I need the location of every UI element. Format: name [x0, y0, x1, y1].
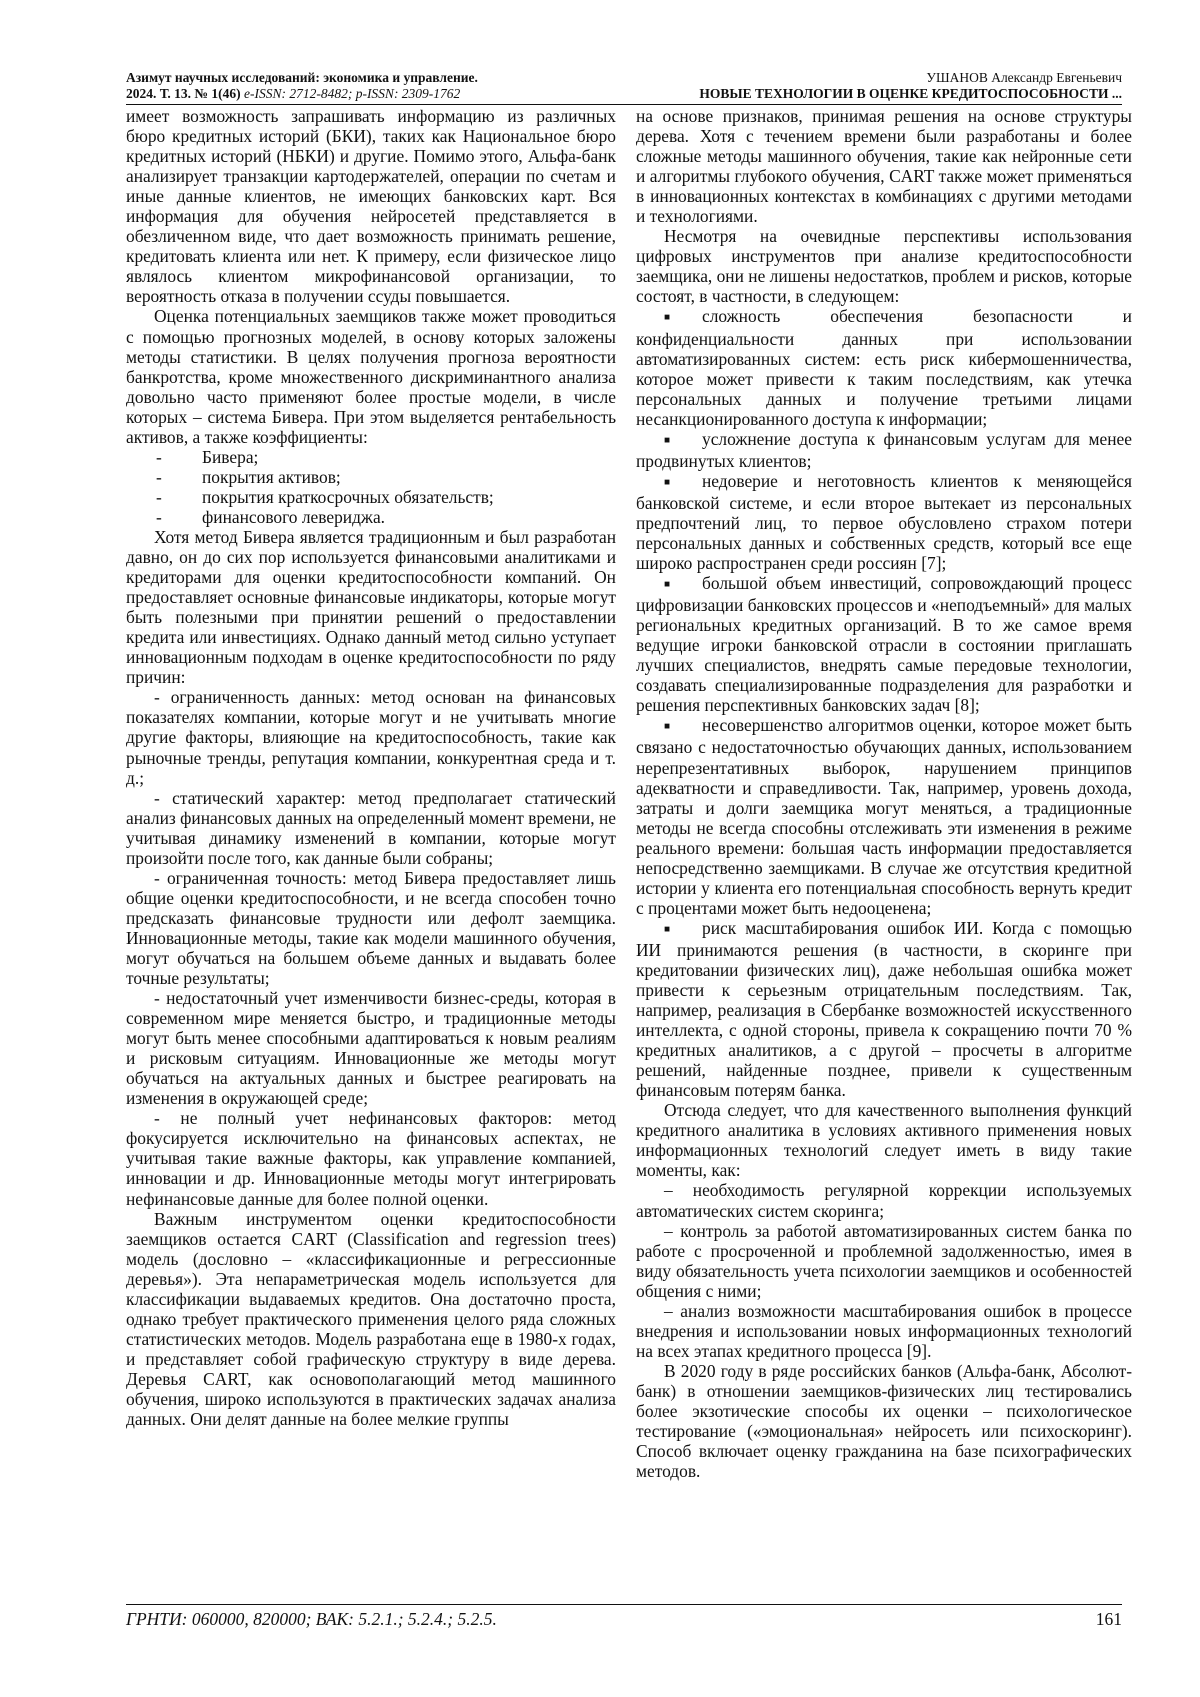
right-column — [636, 106, 1132, 1604]
list-item: - покрытия краткосрочных обязательств; — [156, 486, 494, 507]
journal-info — [126, 70, 478, 102]
classification-codes: ГРНТИ: 060000, 820000; ВАК: 5.2.1.; 5.2.4.; 5.2.5. — [126, 1609, 497, 1629]
list-item: - покрытия активов; — [156, 466, 341, 487]
journal-title: Азимут научных исследований: экономика и управление. — [126, 70, 478, 85]
list-item: - финансового левериджа. — [156, 506, 386, 527]
header-divider — [126, 104, 1122, 105]
square-bullet-icon: ■ — [664, 476, 671, 488]
square-bullet-icon: ■ — [664, 923, 671, 935]
paragraph: имеет возможность запрашивать информацию из различных бюро кредитных историй (БКИ), таких как Национальное бюро кредитных историй (НБКИ) и другие. Помимо этого, Альфа-банк анализирует транзакции картодержателей, операции по счетам и иные данные клиентов, не имеющих банковских карт. Вся информация для обучения нейросетей представляется в обезличенном виде, что дает возможность принимать решение, кредитовать клиента или нет. К примеру, если физическое лицо являлось клиентом микрофинансовой организации, то вероятность отказа в получении ссуды повышается. — [126, 106, 616, 307]
paragraph: Важным инструментом оценки кредитоспособности заемщиков остается CART (Classification and regression trees) модель (дословно – «классификационные и регрессионные деревья»). Эта непараметрическая модель используется для классификации выдаваемых кредитов. Она достаточно проста, однако требует практического применения целого ряда сложных статистических методов. Модель разработана еще в 1980-х годах, и представляет собой графическую структуру в виде дерева. Деревья CART, как основополагающий метод машинного обучения, широко используются в практических задачах анализа данных. Они делят данные на более мелкие группы — [126, 1208, 616, 1430]
bullet-item: ■ несовершенство алгоритмов оценки, которое может быть связано с недостаточностью обучающих данных, использованием нерепрезентативных выборок, нарушением принципов адекватности и справедливости. Так, например, уровень дохода, затраты и долги заемщика могут меняться, а традиционные методы не всегда способны отслеживать эти изменения в режиме реального времени: большая часть информации предоставляется непосредственно заемщиками. В случае же отсутствия кредитной истории у клиента его потенциальная способность вернуть кредит с процентами может быть недооценена; — [636, 715, 1132, 918]
square-bullet-icon: ■ — [664, 434, 671, 446]
list-item-text: покрытия краткосрочных обязательств; — [202, 486, 494, 507]
footer-divider — [126, 1604, 1122, 1605]
square-bullet-icon: ■ — [664, 312, 671, 324]
list-item-text: покрытия активов; — [202, 466, 341, 487]
bullet-item: ■ риск масштабирования ошибок ИИ. Когда с помощью ИИ принимаются решения (в частности, в скоринге при кредитовании физических лиц), даже небольшая ошибка может привести к серьезным отрицательным последствиям. Так, например, реализация в Сбербанке возможностей искусственного интеллекта, с одной стороны, привела к сокращению почти 70 % кредитных аналитиков, а с другой – просчеты в алгоритме решений, найденные позднее, привели к существенным финансовым потерям банка. — [636, 917, 1132, 1101]
bullet-item: ■ большой объем инвестиций, сопровождающий процесс цифровизации банковских процессов и «неподъемный» для малых региональных кредитных организаций. В то же самое время ведущие игроки банковской отрасли в состоянии приглашать лучших специалистов, внедрять самые передовые технологии, создавать специализированные подразделения для разработки и решения перспективных банковских задач [8]; — [636, 573, 1132, 716]
journal-issn: e-ISSN: 2712-8482; p-ISSN: 2309-1762 — [240, 86, 461, 101]
list-item-text: финансового левериджа. — [202, 506, 386, 527]
bullet-item: ■ недоверие и неготовность клиентов к меняющейся банковской системе, и если второе вытекает из персональных предпочтений лиц, то первое обусловлено страхом потери персональных данных и собственных средств, который все еще широко распространен среди россиян [7]; — [636, 470, 1132, 574]
paragraph: Оценка потенциальных заемщиков также может проводиться с помощью прогнозных моделей, в основу которых заложены методы статистики. В целях получения прогноза вероятности банкротства, кроме множественного дискриминантного анализа довольно часто применяют более простые модели, в числе которых – система Бивера. При этом выделяется рентабельность активов, а также коэффициенты: — [126, 306, 616, 447]
bullet-item: ■ сложность обеспечения безопасности и конфиденциальности данных при использовании автоматизированных систем: есть риск кибермошенничества, которое может привести к таким последствиям, как утечка персональных данных и получение третьими лицами несанкционированного доступа к информации; — [636, 306, 1132, 429]
square-bullet-icon: ■ — [664, 579, 671, 591]
journal-issue — [126, 86, 478, 102]
paragraph: Хотя метод Бивера является традиционным и был разработан давно, он до сих пор используется финансовыми аналитиками и кредиторами для оценки кредитоспособности компаний. Он предоставляет основные финансовые индикаторы, которые могут быть полезными при принятии решений о предоставлении кредита или инвестициях. Однако данный метод сильно уступает инновационным подходам в оценке кредитоспособности по ряду причин: — [126, 526, 616, 688]
paragraph: Отсюда следует, что для качественного выполнения функций кредитного аналитика в условиях активного применения новых информационных технологий следует иметь в виду такие моменты, как: — [636, 1100, 1132, 1181]
list-item-text: Бивера; — [202, 446, 259, 467]
paragraph: В 2020 году в ряде российских банков (Альфа-банк, Абсолют-банк) в отношении заемщиков-физических лиц тестировались более экзотические способы их оценки – психологическое тестирование («эмоциональная» нейросеть или психоскоринг). Способ включает оценку гражданина на базе психографических методов. — [636, 1360, 1132, 1482]
left-column — [126, 106, 616, 1604]
criterion-item: - статический характер: метод предполагает статический анализ финансовых данных на определенный момент времени, не учитывая динамику изменений в компании, которые могут произойти после того, как данные были собраны; — [126, 787, 616, 868]
list-item: - Бивера; — [156, 446, 259, 467]
criterion-item: - ограниченность данных: метод основан на финансовых показателях компании, которые могут и не учитывать многие другие факторы, влияющие на кредитоспособность, такие как рыночные тренды, репутация компании, конкурентная среда и т. д.; — [126, 687, 616, 788]
criterion-item: - недостаточный учет изменчивости бизнес-среды, которая в современном мире меняется быстро, и традиционные методы могут быть менее способными адаптироваться к новым реалиям и рисковым ситуациям. Инновационные же методы могут обучаться на актуальных данных и быстрее реагировать на изменения в окружающей среде; — [126, 988, 616, 1109]
article-info — [699, 70, 1122, 102]
dash-item: – необходимость регулярной коррекции используемых автоматических систем скоринга; — [636, 1180, 1132, 1221]
journal-volume: 2024. Т. 13. № 1(46) — [126, 86, 241, 101]
paragraph: на основе признаков, принимая решения на основе структуры дерева. Хотя с течением времени были разработаны и более сложные методы машинного обучения, такие как нейронные сети и алгоритмы глубокого обучения, CART также может применяться в инновационных контекстах в комбинациях с другими методами и технологиями. — [636, 106, 1132, 227]
dash-item: – контроль за работой автоматизированных систем банка по работе с просроченной и проблемной задолженностью, имея в виду обязательность учета психологии заемщиков и особенностей общения с ними; — [636, 1220, 1132, 1301]
page-number: 161 — [1095, 1609, 1122, 1629]
square-bullet-icon: ■ — [664, 721, 671, 733]
dash-item: – анализ возможности масштабирования ошибок в процессе внедрения и использовании новых информационных технологий на всех этапах кредитного процесса [9]. — [636, 1300, 1132, 1361]
article-title: НОВЫЕ ТЕХНОЛОГИИ В ОЦЕНКЕ КРЕДИТОСПОСОБНОСТИ ... — [699, 86, 1122, 101]
paragraph: Несмотря на очевидные перспективы использования цифровых инструментов при анализе кредитоспособности заемщика, они не лишены недостатков, проблем и рисков, которые состоят, в частности, в следующем: — [636, 226, 1132, 307]
author-name: УШАНОВ Александр Евгеньевич — [926, 70, 1122, 85]
criterion-item: - ограниченная точность: метод Бивера предоставляет лишь общие оценки кредитоспособности, и не всегда способен точно предсказать финансовые трудности или дефолт заемщика. Инновационные методы, такие как модели машинного обучения, могут обучаться на большем объеме данных и выдавать более точные результаты; — [126, 867, 616, 989]
criterion-item: - не полный учет нефинансовых факторов: метод фокусируется исключительно на финансовых аспектах, не учитывая такие важные факторы, как управление компанией, инновации и др. Инновационные методы могут интегрировать нефинансовые данные для более полной оценки. — [126, 1108, 616, 1209]
bullet-item: ■ усложнение доступа к финансовым услугам для менее продвинутых клиентов; — [636, 428, 1132, 471]
